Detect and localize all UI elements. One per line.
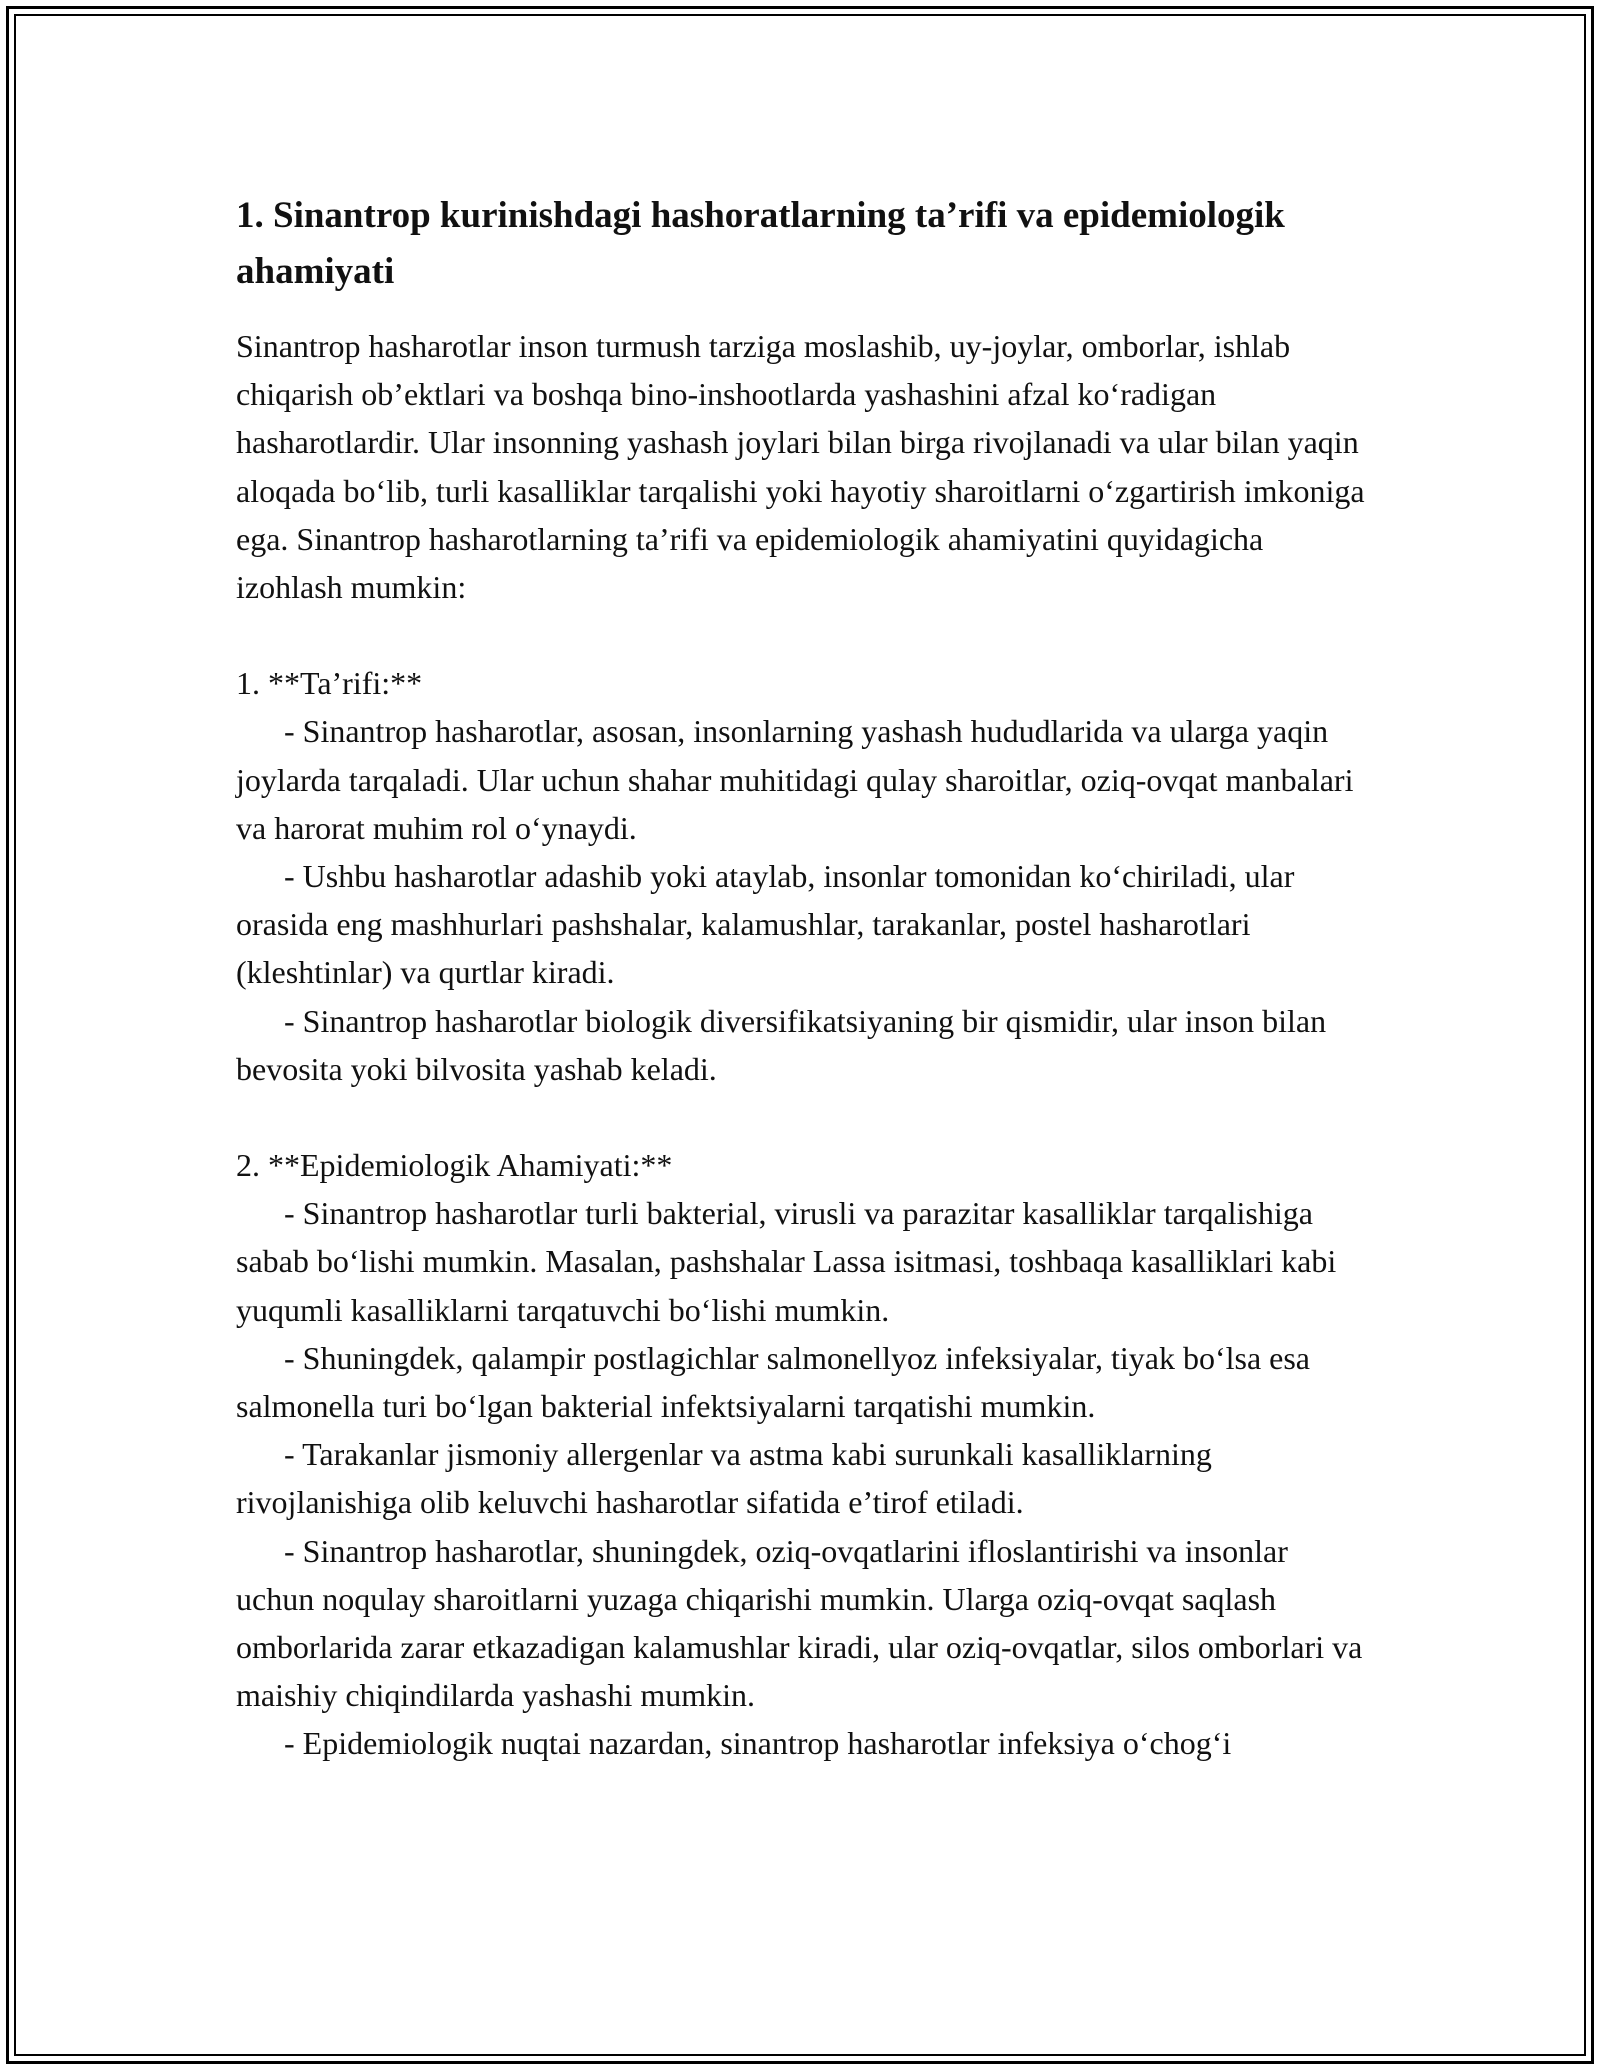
definition-bullet: - Sinantrop hasharotlar biologik diversifikatsiyaning bir qismidir, ular inson bilan bevosita yoki bilvosita yashab keladi. [236, 1002, 1327, 1087]
epidemiology-bullet: - Tarakanlar jismoniy allergenlar va astma kabi surunkali kasalliklarning rivojlanishiga olib keluvchi hasharotlar sifatida e’tirof etiladi. [236, 1436, 1212, 1521]
section-definition [236, 659, 1366, 1093]
section-title-definition: 1. **Ta’rifi:** [236, 665, 423, 702]
section-epidemiology [236, 1141, 1366, 1768]
epidemiology-bullet: - Sinantrop hasharotlar, shuningdek, oziq-ovqatlarini ifloslantirishi va insonlar uchun noqulay sharoitlarni yuzaga chiqarishi mumkin. Ularga oziq-ovqat saqlash omborlarida zarar etkazadigan kalamushlar kiradi, ular oziq-ovqatlar, silos omborlari va maishiy chiqindilarda yashashi mumkin. [236, 1532, 1363, 1714]
document-heading: 1. Sinantrop kurinishdagi hashoratlarning ta’rifi va epidemiologik ahamiyati [236, 195, 1285, 292]
section-title-epidemiology: 2. **Epidemiologik Ahamiyati:** [236, 1147, 673, 1184]
definition-bullet: - Sinantrop hasharotlar, asosan, insonlarning yashash hududlarida va ularga yaqin joylarda tarqaladi. Ular uchun shahar muhitidagi qulay sharoitlar, oziq-ovqat manbalari va harorat muhim rol o‘ynaydi. [236, 713, 1354, 846]
epidemiology-bullet: - Shuningdek, qalampir postlagichlar salmonellyoz infeksiyalar, tiyak bo‘lsa esa salmonella turi bo‘lgan bakterial infektsiyalarni tarqatishi mumkin. [236, 1339, 1310, 1425]
intro-paragraph: Sinantrop hasharotlar inson turmush tarziga moslashib, uy-joylar, omborlar, ishlab chiqarish ob’ektlari va boshqa bino-inshootlarda yashashini afzal ko‘radigan hasharotlardir. Ular insonning yashash joylari bilan birga rivojlanadi va ular bilan yaqin aloqada bo‘lib, turli kasalliklar tarqalishi yoki hayotiy sharoitlarni o‘zgartirish imkoniga ega. Sinantrop hasharotlarning ta’rifi va epidemiologik ahamiyatini quyidagicha izohlash mumkin: [236, 328, 1365, 606]
definition-bullet: - Ushbu hasharotlar adashib yoki ataylab, insonlar tomonidan ko‘chiriladi, ular orasida eng mashhurlari pashshalar, kalamushlar, tarakanlar, postel hasharotlari (kleshtinlar) va qurtlar kiradi. [236, 858, 1295, 991]
epidemiology-bullet: - Sinantrop hasharotlar turli bakterial, virusli va parazitar kasalliklar tarqalishiga sabab bo‘lishi mumkin. Masalan, pashshalar Lassa isitmasi, toshbaqa kasalliklari kabi yuqumli kasalliklarni tarqatuvchi bo‘lishi mumkin. [236, 1195, 1337, 1328]
document-body [236, 188, 1366, 1768]
epidemiology-bullet: - Epidemiologik nuqtai nazardan, sinantrop hasharotlar infeksiya o‘chog‘i [284, 1725, 1232, 1762]
